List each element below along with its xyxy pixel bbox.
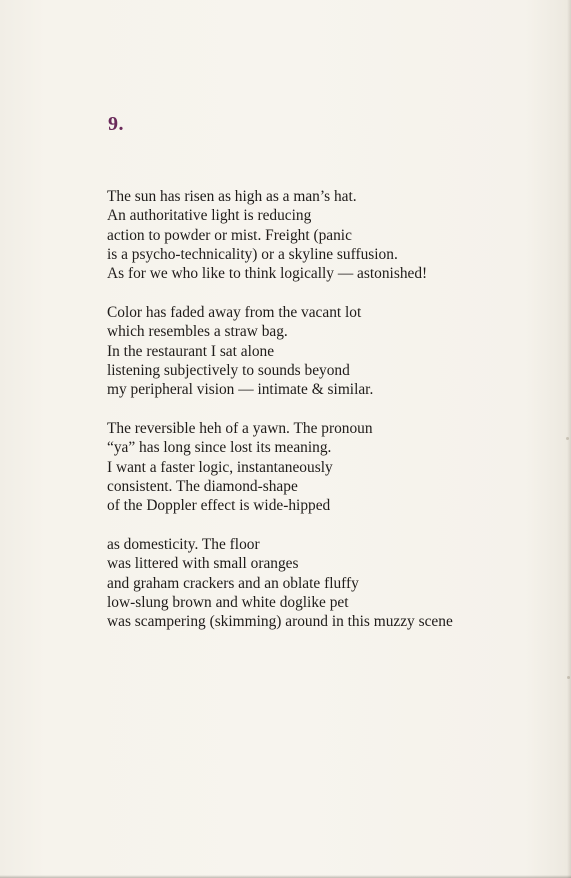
poem-line: The sun has risen as high as a man’s hat. <box>107 188 357 205</box>
poem-line: In the restaurant I sat alone <box>107 342 275 360</box>
stanza-3 <box>107 419 547 515</box>
stanza-4 <box>107 535 547 631</box>
poem-line: is a psycho-technicality) or a skyline suffusion. <box>107 245 398 263</box>
poem-line: of the Doppler effect is wide-hipped <box>107 497 331 515</box>
poem-line: which resembles a straw bag. <box>107 323 288 341</box>
stanza-2 <box>107 303 547 399</box>
poem-line: as domesticity. The floor <box>107 535 260 553</box>
poem-line: I want a faster logic, instantaneously <box>107 458 333 476</box>
poem-body <box>107 187 547 651</box>
poem-line: low-slung brown and white doglike pet <box>107 593 349 611</box>
poem-line: Color has faded away from the vacant lot <box>107 303 362 321</box>
poem-line: As for we who like to think logically — astonished! <box>107 265 428 283</box>
poem-line: was scampering (skimming) around in this muzzy scene <box>107 613 453 631</box>
paper-speck <box>567 676 570 679</box>
poem-line: action to powder or mist. Freight (panic <box>107 226 352 244</box>
poem-number: 9. <box>108 113 124 135</box>
poem-line: The reversible heh of a yawn. The pronoun <box>107 419 373 437</box>
poem-line: listening subjectively to sounds beyond <box>107 361 350 379</box>
poem-line: “ya” has long since lost its meaning. <box>107 439 332 457</box>
poem-line: and graham crackers and an oblate fluffy <box>107 574 359 592</box>
poem-line: my peripheral vision — intimate & similar. <box>107 381 374 399</box>
poem-line: An authoritative light is reducing <box>107 207 312 225</box>
poem-line: was littered with small oranges <box>107 555 299 573</box>
paper-speck <box>566 437 569 440</box>
stanza-1 <box>107 187 547 283</box>
poem-line: consistent. The diamond-shape <box>107 477 298 495</box>
